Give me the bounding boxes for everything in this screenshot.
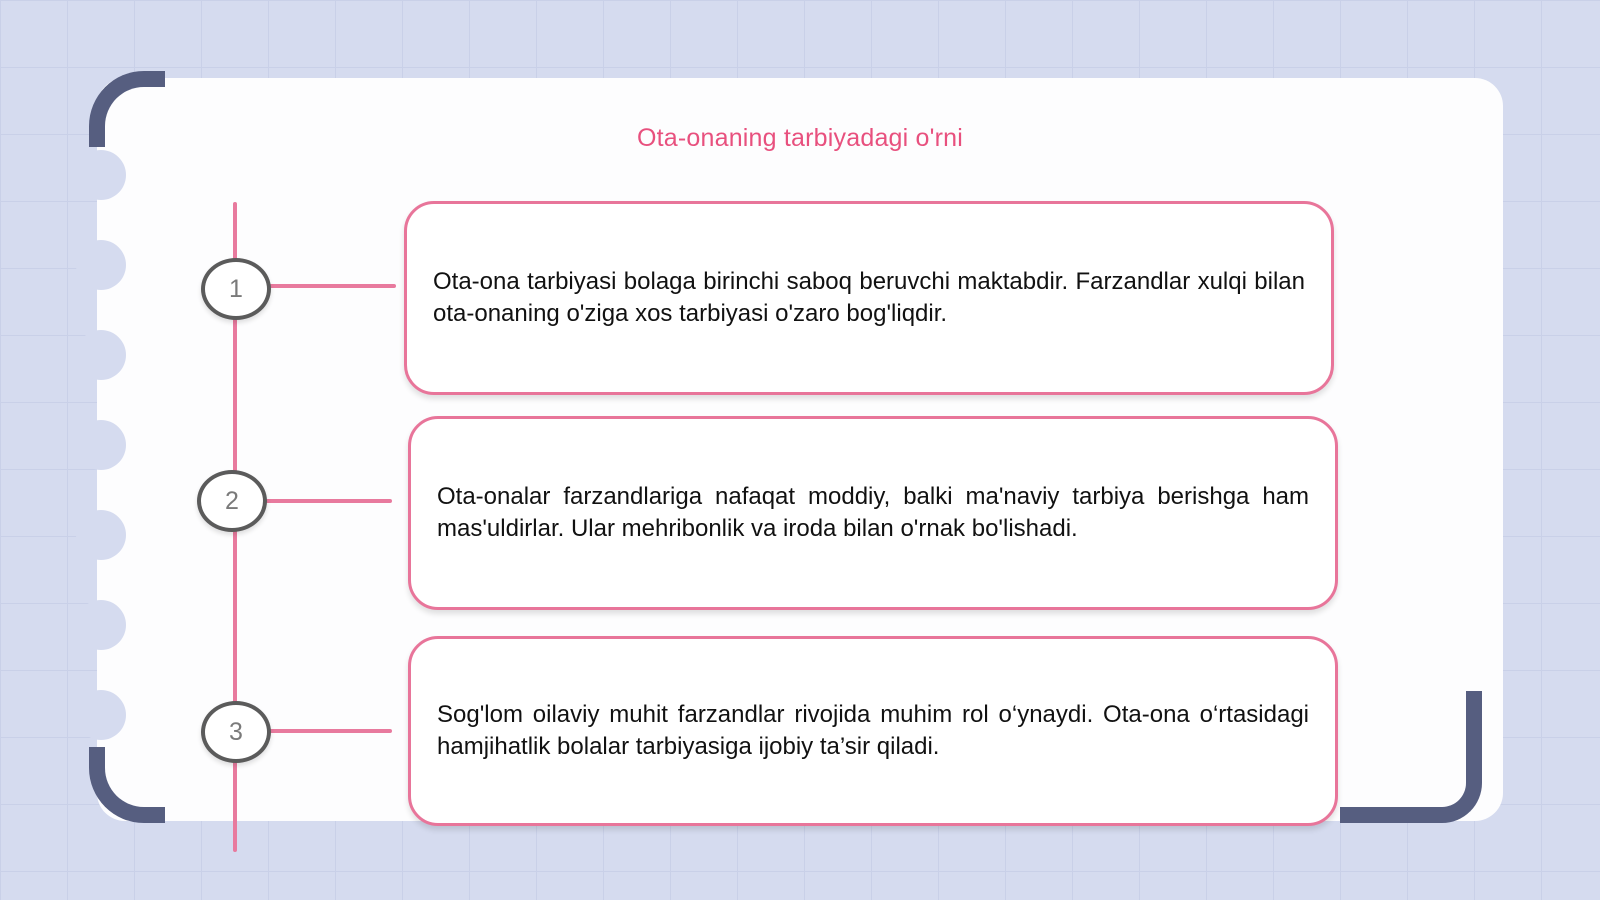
corner-bracket-bottom-left (89, 747, 165, 823)
binder-notch (76, 150, 126, 200)
slide-title: Ota-onaning tarbiyadagi o'rni (636, 124, 964, 152)
step-text-1: Ota-ona tarbiyasi bolaga birinchi saboq beruvchi maktabdir. Farzandlar xulqi bilan ota-onaning o'ziga xos tarbiyasi o'zaro bog'liqdir. (433, 268, 1305, 327)
step-connector-2 (262, 499, 392, 503)
binder-notch (76, 600, 126, 650)
binder-notch (76, 240, 126, 290)
step-text-2: Ota-onalar farzandlariga nafaqat moddiy, balki ma'naviy tarbiya berishga ham mas'uldirlar. Ular mehribonlik va iroda bilan o'rnak bo'lishadi. (437, 483, 1309, 542)
step-text-3: Sog'lom oilaviy muhit farzandlar rivojida muhim rol o‘ynaydi. Ota-ona o‘rtasidagi hamjihatlik bolalar tarbiyasiga ijobiy ta’sir qiladi. (437, 701, 1309, 760)
binder-notch (76, 690, 126, 740)
binder-notch (76, 330, 126, 380)
step-box-1 (404, 201, 1334, 395)
corner-bracket-bottom-right (1340, 691, 1482, 823)
step-connector-3 (266, 729, 392, 733)
step-number-3: 3 (201, 701, 271, 763)
step-number-2: 2 (197, 470, 267, 532)
binder-notch (76, 420, 126, 470)
binder-notch (76, 510, 126, 560)
step-number-1: 1 (201, 258, 271, 320)
step-box-3 (408, 636, 1338, 826)
step-box-2 (408, 416, 1338, 610)
step-connector-1 (266, 284, 396, 288)
